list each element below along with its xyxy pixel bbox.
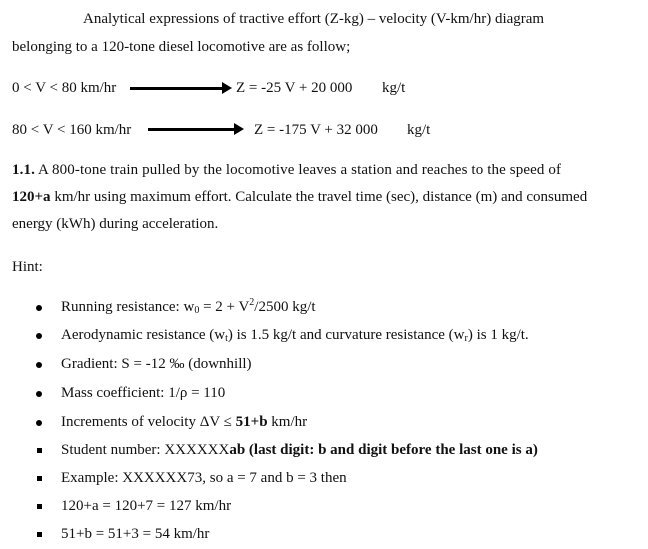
intro-line-1: Analytical expressions of tractive effort (Z-kg) – velocity (V-km/hr) diagram <box>83 11 545 27</box>
bullet-dot-icon <box>36 362 42 368</box>
bullet-square-icon <box>37 476 42 481</box>
arrow-1-shaft <box>130 87 222 90</box>
student-number-note: Student number: XXXXXXab (last digit: b and digit before the last one is a) <box>61 442 538 458</box>
bullet-dot-icon <box>36 333 42 339</box>
arrow-2-head-icon <box>234 123 244 135</box>
example-speed: 120+a = 120+7 = 127 km/hr <box>61 498 232 514</box>
question-line-3: energy (kWh) during acceleration. <box>12 216 219 232</box>
question-number: 1.1. <box>12 162 35 178</box>
question-speed: 120+a <box>12 189 51 205</box>
hint-label: Hint: <box>12 259 43 275</box>
arrow-2-shaft <box>148 128 234 131</box>
question-line-2-text: km/hr using maximum effort. Calculate the travel time (sec), distance (m) and consumed <box>50 189 588 205</box>
formula-2-unit: kg/t <box>407 122 431 138</box>
formula-1-range: 0 < V < 80 km/hr <box>12 80 117 96</box>
bullet-square-icon <box>37 532 42 537</box>
formula-1-expression: Z = -25 V + 20 000 <box>236 80 353 96</box>
arrow-1-head-icon <box>222 82 232 94</box>
hint-mass-coefficient: Mass coefficient: 1/ρ = 110 <box>61 385 226 401</box>
bullet-dot-icon <box>36 420 42 426</box>
question-line-2 <box>12 188 587 206</box>
example-line: Example: XXXXXX73, so a = 7 and b = 3 then <box>61 470 347 486</box>
formula-2-expression: Z = -175 V + 32 000 <box>254 122 378 138</box>
hint-aerodynamic-resistance: Aerodynamic resistance $(w_t)$ is 1.5 kg/t and curvature resistance $(w_r)$ is 1 kg/t. <box>61 327 529 344</box>
bullet-square-icon <box>37 448 42 453</box>
bullet-dot-icon <box>36 391 42 397</box>
formula-1-unit: kg/t <box>382 80 406 96</box>
hint-running-resistance: Running resistance: $w_0 = 2 + V^2/2500$ kg/t <box>61 297 316 316</box>
bullet-dot-icon <box>36 305 42 311</box>
bullet-square-icon <box>37 504 42 509</box>
hint-velocity-increment: Increments of velocity ΔV ≤ 51+b km/hr <box>61 414 308 430</box>
question-line-1 <box>12 161 618 179</box>
question-line-1-text: A 800-tone train pulled by the locomotive leaves a station and reaches to the speed of <box>34 162 562 178</box>
formula-2-range: 80 < V < 160 km/hr <box>12 122 132 138</box>
intro-line-2: belonging to a 120-tone diesel locomotive are as follow; <box>12 39 351 55</box>
hint-gradient: Gradient: S = -12 ‰ (downhill) <box>61 356 252 372</box>
example-velocity-increment: 51+b = 51+3 = 54 km/hr <box>61 526 210 542</box>
